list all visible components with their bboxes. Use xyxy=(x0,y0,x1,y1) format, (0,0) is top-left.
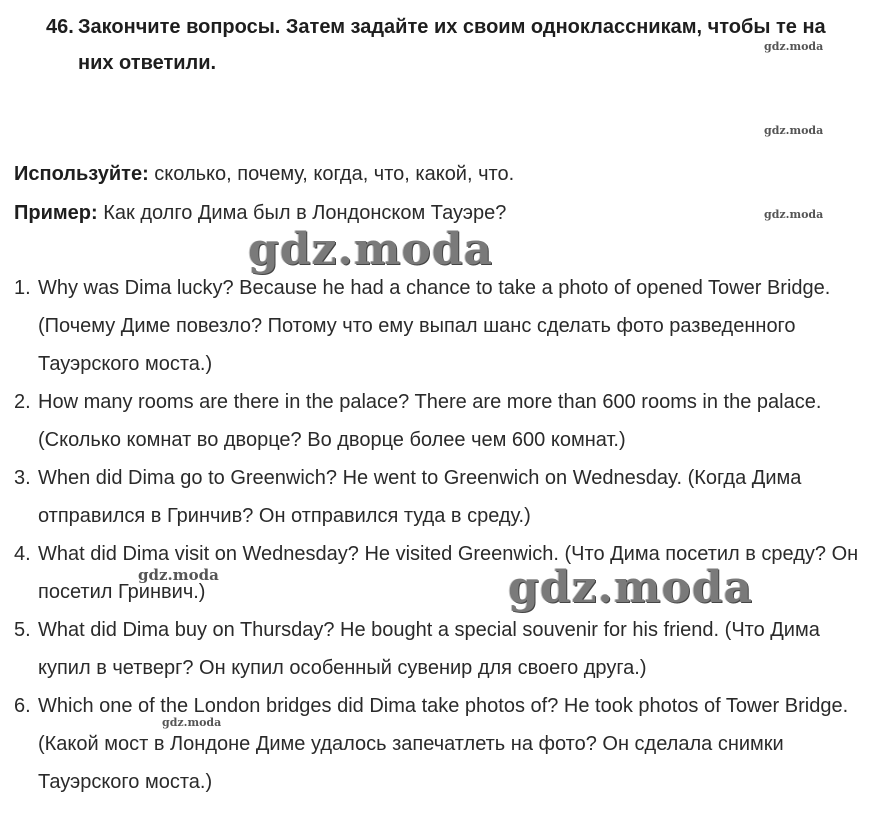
watermark: gdz.moda xyxy=(764,208,824,221)
answer-number: 6. xyxy=(14,695,31,717)
watermark: gdz.moda xyxy=(138,566,219,584)
watermark-large: gdz.moda xyxy=(508,562,754,613)
use-label: Используйте: xyxy=(14,163,149,185)
task-heading xyxy=(46,9,866,81)
answer-text: What did Dima visit on Wednesday? He visited Greenwich. (Что Дима посетил в среду? Он посетил Гринвич.) xyxy=(38,543,859,603)
answer-item-3 xyxy=(14,459,864,535)
answer-number: 4. xyxy=(14,543,31,565)
answer-item-2 xyxy=(14,383,864,459)
answer-item-1 xyxy=(14,269,864,383)
watermark-large: gdz.moda xyxy=(248,224,494,275)
answer-number: 3. xyxy=(14,467,31,489)
answer-item-6 xyxy=(14,687,864,801)
task-instructions: Закончите вопросы. Затем задайте их своим одноклассникам, чтобы те на них ответили. xyxy=(78,16,826,74)
answer-number: 5. xyxy=(14,619,31,641)
answer-text: What did Dima buy on Thursday? He bought a special souvenir for his friend. (Что Дима купил в четверг? Он купил особенный сувенир для своего друга.) xyxy=(38,619,820,679)
watermark: gdz.moda xyxy=(764,40,824,53)
answer-text: When did Dima go to Greenwich? He went to Greenwich on Wednesday. (Когда Дима отправился в Гринчив? Он отправился туда в среду.) xyxy=(38,467,802,527)
answer-text: Why was Dima lucky? Because he had a chance to take a photo of opened Tower Bridge. (Почему Диме повезло? Потому что ему выпал шанс сделать фото разведенного Тауэрского моста.) xyxy=(38,277,831,375)
use-hint xyxy=(14,160,514,188)
example-line xyxy=(14,199,506,227)
watermark: gdz.moda xyxy=(764,124,824,137)
watermark: gdz.moda xyxy=(162,716,222,729)
example-text: Как долго Дима был в Лондонском Тауэре? xyxy=(97,202,507,224)
answer-text: How many rooms are there in the palace? There are more than 600 rooms in the palace. (Сколько комнат во дворце? Во дворце более чем 600 комнат.) xyxy=(38,391,822,451)
answer-number: 2. xyxy=(14,391,31,413)
use-words: сколько, почему, когда, что, какой, что. xyxy=(148,163,515,185)
answer-text: Which one of the London bridges did Dima take photos of? He took photos of Tower Bridge. (Какой мост в Лондоне Диме удалось запечатлеть на фото? Он сделала снимки Тауэрского моста.) xyxy=(38,695,849,793)
example-label: Пример: xyxy=(14,202,98,224)
task-number: 46. xyxy=(46,16,74,38)
answer-item-5 xyxy=(14,611,864,687)
answer-number: 1. xyxy=(14,277,31,299)
